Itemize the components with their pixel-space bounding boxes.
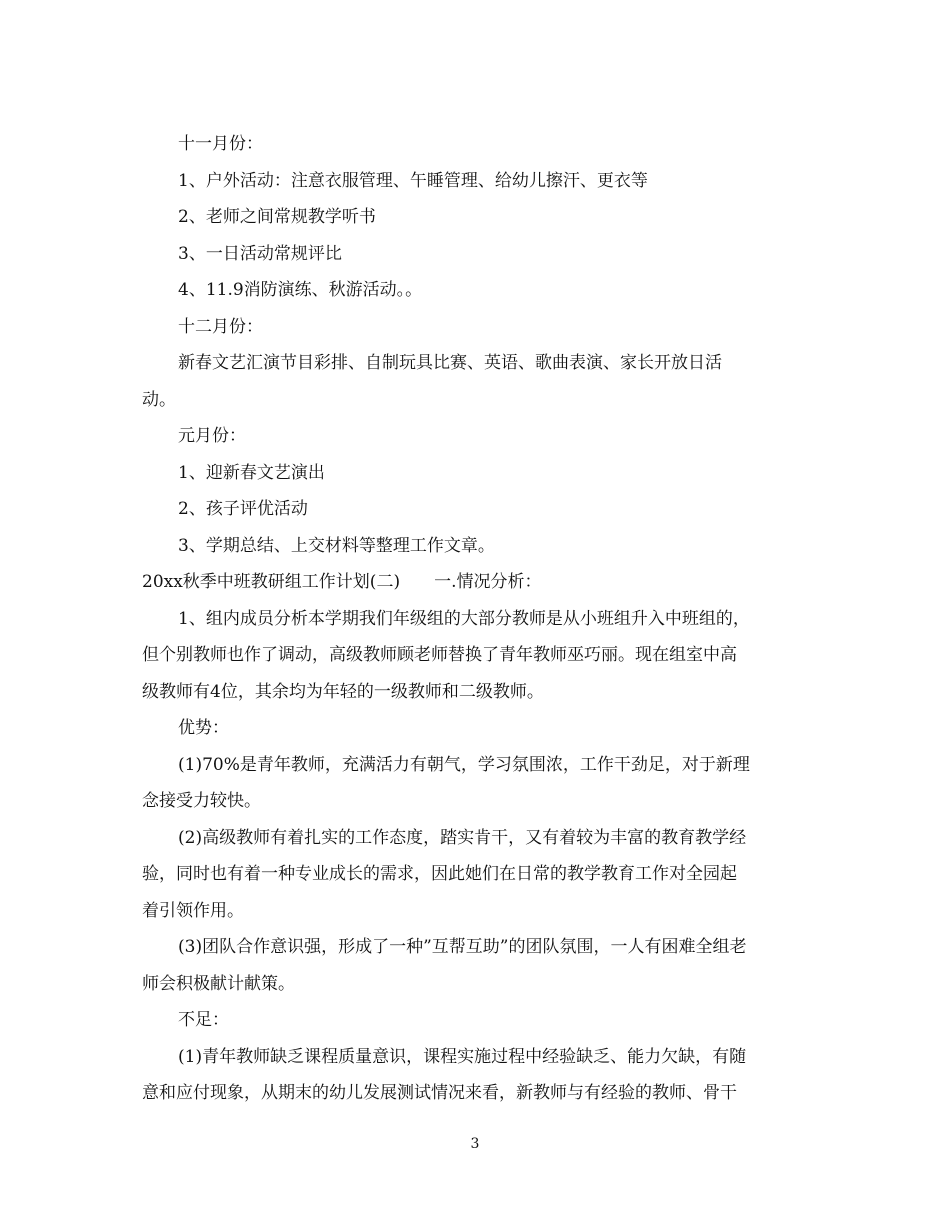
paragraph-line: 但个别教师也作了调动，高级教师顾老师替换了青年教师巫巧丽。现在组室中高	[142, 645, 737, 665]
paragraph-line: 验，同时也有着一种专业成长的需求，因此她们在日常的教学教育工作对全园起	[142, 864, 737, 884]
page-number: 3	[470, 1136, 480, 1152]
section-heading: 一.情况分析：	[434, 572, 542, 592]
paragraph-line: (1)青年教师缺乏课程质量意识，课程实施过程中经验缺乏、能力欠缺，有随	[178, 1046, 747, 1067]
paragraph-line: (2)高级教师有着扎实的工作态度，踏实肯干，又有着较为丰富的教育教学经	[178, 827, 747, 848]
section-title: 20xx秋季中班教研组工作计划(二)	[142, 572, 401, 592]
list-item: 3、一日活动常规评比	[178, 243, 342, 264]
subheading-weaknesses: 不足：	[178, 1010, 229, 1030]
document-body	[142, 126, 802, 1112]
paragraph-line: (1)70%是青年教师，充满活力有朝气，学习氛围浓，工作干劲足，对于新理	[178, 754, 750, 775]
paragraph-line: 新春文艺汇演节目彩排、自制玩具比赛、英语、歌曲表演、家长开放日活	[178, 353, 722, 373]
subheading-strengths: 优势：	[178, 718, 229, 738]
section-title-line	[142, 564, 802, 601]
list-item: 2、老师之间常规教学听书	[178, 207, 376, 227]
month-heading-november: 十一月份：	[178, 134, 263, 154]
paragraph-line: 级教师有4位，其余均为年轻的一级教师和二级教师。	[142, 681, 544, 702]
paragraph-line: 意和应付现象，从期末的幼儿发展测试情况来看，新教师与有经验的教师、骨干	[142, 1083, 737, 1103]
list-item: 3、学期总结、上交材料等整理工作文章。	[178, 535, 495, 556]
list-item: 1、迎新春文艺演出	[178, 462, 325, 483]
list-item: 4、11.9消防演练、秋游活动。。	[178, 280, 423, 300]
paragraph-line: 1、组内成员分析本学期我们年级组的大部分教师是从小班组升入中班组的，	[178, 608, 750, 629]
paragraph-line: 师会积极献计献策。	[142, 973, 295, 994]
paragraph-line: 动。	[142, 389, 176, 410]
list-item: 2、孩子评优活动	[178, 499, 308, 519]
paragraph-line: 念接受力较快。	[142, 791, 261, 811]
paragraph-line: 着引领作用。	[142, 900, 244, 921]
month-heading-january: 元月份：	[178, 426, 246, 446]
month-heading-december: 十二月份：	[178, 316, 263, 337]
paragraph-line: (3)团队合作意识强，形成了一种”互帮互助”的团队氛围，一人有困难全组老	[178, 937, 747, 957]
list-item: 1、户外活动：注意衣服管理、午睡管理、给幼儿擦汗、更衣等	[178, 170, 648, 191]
